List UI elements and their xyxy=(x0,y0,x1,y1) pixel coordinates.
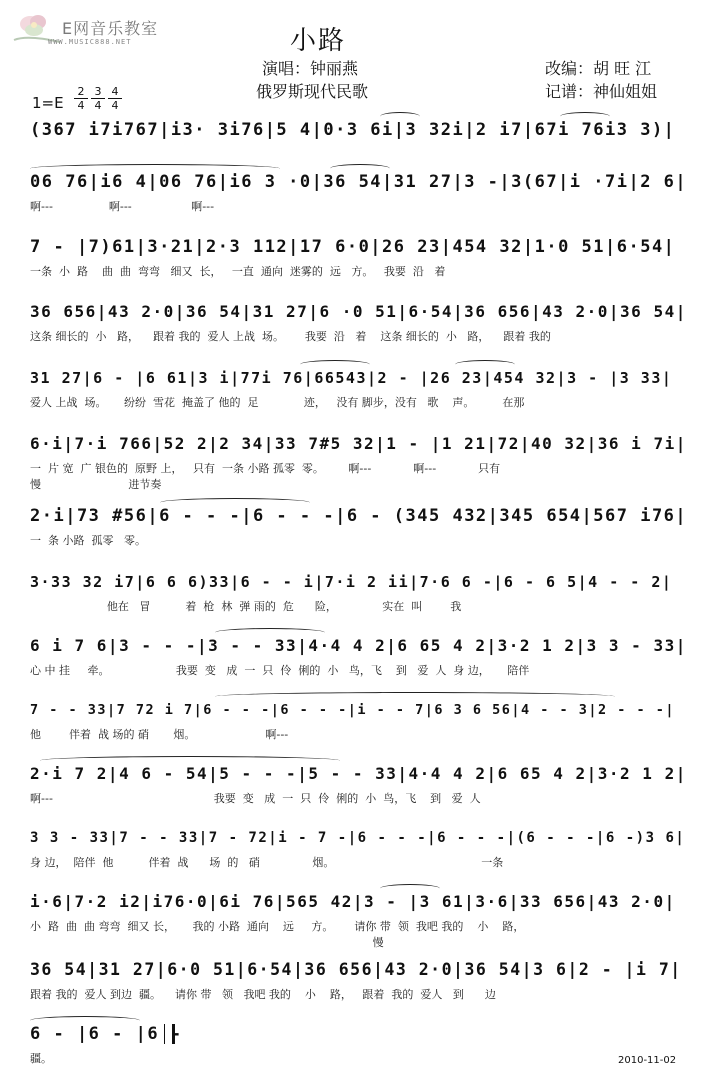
notation-line: 6·i|7·i 766|52 2|2 34|33 7#5 32|1 - |1 21|72|40 32|36 i 7i| xyxy=(30,434,687,453)
notation-line: 06 76|i6 4|06 76|i6 3 ·0|36 54|31 27|3 -|3(67|i ·7i|2 6| xyxy=(30,172,688,192)
notation-line: 3·33 32 i7|6 6 6)33|6 - - i|7·i 2 ii|7·6 6 -|6 - 6 5|4 - - 2| xyxy=(30,573,673,591)
site-logo xyxy=(4,6,204,66)
slur-mark xyxy=(380,884,440,893)
lyric-line-secondary: 慢 进节奏 xyxy=(30,478,162,491)
lyric-line: 心 中 挂 牵。 我要 变 成 一 只 伶 俐的 小 鸟，飞 到 爱 人 身 边， 陪伴 xyxy=(30,664,530,677)
notation-line: 7 - |7)61|3·21|2·3 112|17 6·0|26 23|454 32|1·0 51|6·54| xyxy=(30,237,676,257)
key-signature: 1=E xyxy=(32,94,64,112)
time-signatures xyxy=(74,86,126,116)
notation-line: i·6|7·2 i2|i76·0|6i 76|565 42|3 - |3 61|3·6|33 656|43 2·0| xyxy=(30,892,676,911)
singer-credit: 演唱：钟丽燕 xyxy=(262,59,359,78)
lyric-line: 一 条 小路 孤零 零。 xyxy=(30,534,146,547)
slur-mark xyxy=(455,360,515,369)
slur-mark xyxy=(330,164,390,173)
lyric-line: 啊--- 我要 变 成 一 只 伶 俐的 小 鸟，飞 到 爱 人 xyxy=(30,792,481,805)
final-barline xyxy=(164,1024,175,1044)
genre-label: 俄罗斯现代民歌 xyxy=(256,82,369,101)
slur-mark xyxy=(160,498,310,507)
time-signature-denominator: 4 xyxy=(94,99,102,112)
lyric-line: 他 伴着 战 场的 硝 烟。 啊--- xyxy=(30,728,289,741)
notation-line: 36 656|43 2·0|36 54|31 27|6 ·0 51|6·54|36 656|43 2·0|36 54| xyxy=(30,302,687,321)
lyric-line: 一 片 宽 广 银色的 原野 上， 只有 一条 小路 孤零 零。 啊--- 啊--- 只有 xyxy=(30,462,501,475)
notation-line: (367 i7i767|i3· 3i76|5 4|0·3 6i|3 32i|2 i7|67i 76i3 3)| xyxy=(30,120,676,140)
time-signature-denominator: 4 xyxy=(111,99,119,112)
time-signature-numerator: 4 xyxy=(111,85,119,98)
time-signature-numerator: 3 xyxy=(94,85,102,98)
lyric-line: 他在 冒 着 枪 林 弹 雨的 危 险， 实在 叫 我 xyxy=(30,600,462,613)
notation-line: 2·i 7 2|4 6 - 54|5 - - -|5 - - 33|4·4 4 2|6 65 4 2|3·2 1 2| xyxy=(30,764,687,783)
lyric-line: 小 路 曲 曲 弯弯 细又 长， 我的 小路 通向 远 方。 请你 带 领 我吧 我的 小 路， xyxy=(30,920,525,933)
time-signature-numerator: 2 xyxy=(77,85,85,98)
slur-mark xyxy=(30,1016,140,1025)
time-signature xyxy=(91,86,105,111)
time-signature-denominator: 4 xyxy=(77,99,85,112)
time-signature xyxy=(108,86,122,111)
slur-mark xyxy=(215,692,615,701)
lyric-line: 爱人 上战 场。 纷纷 雪花 掩盖了 他的 足 迹， 没有 脚步，没有 歌 声。 在那 xyxy=(30,396,525,409)
slur-mark xyxy=(40,756,340,765)
notation-line: 7 - - 33|7 72 i 7|6 - - -|6 - - -|i - - 7|6 3 6 56|4 - - 3|2 - - -| xyxy=(30,702,676,718)
transcription-date: 2010-11-02 xyxy=(618,1055,677,1066)
slur-mark xyxy=(30,164,280,173)
notation-line: 3 3 - 33|7 - - 33|7 - 72|i - 7 -|6 - - -|6 - - -|(6 - - -|6 -)3 6| xyxy=(30,830,686,846)
notation-line: 36 54|31 27|6·0 51|6·54|36 656|43 2·0|36 54|3 6|2 - |i 7| xyxy=(30,960,682,979)
lyric-line: 跟着 我的 爱人 到边 疆。 请你 带 领 我吧 我的 小 路， 跟着 我的 爱人 到 边 xyxy=(30,988,496,1001)
slur-mark xyxy=(380,112,420,121)
notation-line: 6 - |6 - |6 - xyxy=(30,1024,195,1044)
notation-line: 6 i 7 6|3 - - -|3 - - 33|4·4 4 2|6 65 4 2|3·2 1 2|3 3 - 33| xyxy=(30,636,687,655)
lyric-line: 身 边， 陪伴 他 伴着 战 场 的 硝 烟。 一条 xyxy=(30,856,504,869)
notation-line: 31 27|6 - |6 61|3 i|77i 76|66543|2 - |26 23|454 32|3 - |3 33| xyxy=(30,369,673,387)
arranger-credit: 改编：胡 旺 江 xyxy=(545,59,652,78)
song-title: 小路 xyxy=(290,26,347,56)
transcriber-credit: 记谱：神仙姐姐 xyxy=(545,82,658,101)
notation-line: 2·i|73 #56|6 - - -|6 - - -|6 - (345 432|345 654|567 i76| xyxy=(30,506,688,526)
lyric-line: 疆。 xyxy=(30,1052,52,1065)
slur-mark xyxy=(560,112,610,121)
site-name: E网音乐教室 xyxy=(62,19,159,38)
lyric-line-secondary: 慢 xyxy=(30,936,384,949)
site-url: WWW.MUSIC888.NET xyxy=(48,38,132,46)
lyric-line: 啊--- 啊--- 啊--- xyxy=(30,200,215,213)
slur-mark xyxy=(300,360,370,369)
slur-mark xyxy=(215,628,325,637)
time-signature xyxy=(74,86,88,111)
lyric-line: 这条 细长的 小 路， 跟着 我的 爱人 上战 场。 我要 沿 着 这条 细长的 小 路， 跟着 我的 xyxy=(30,330,551,343)
lyric-line: 一条 小 路 曲 曲 弯弯 细又 长， 一直 通向 迷雾的 远 方。 我要 沿 着 xyxy=(30,265,446,278)
